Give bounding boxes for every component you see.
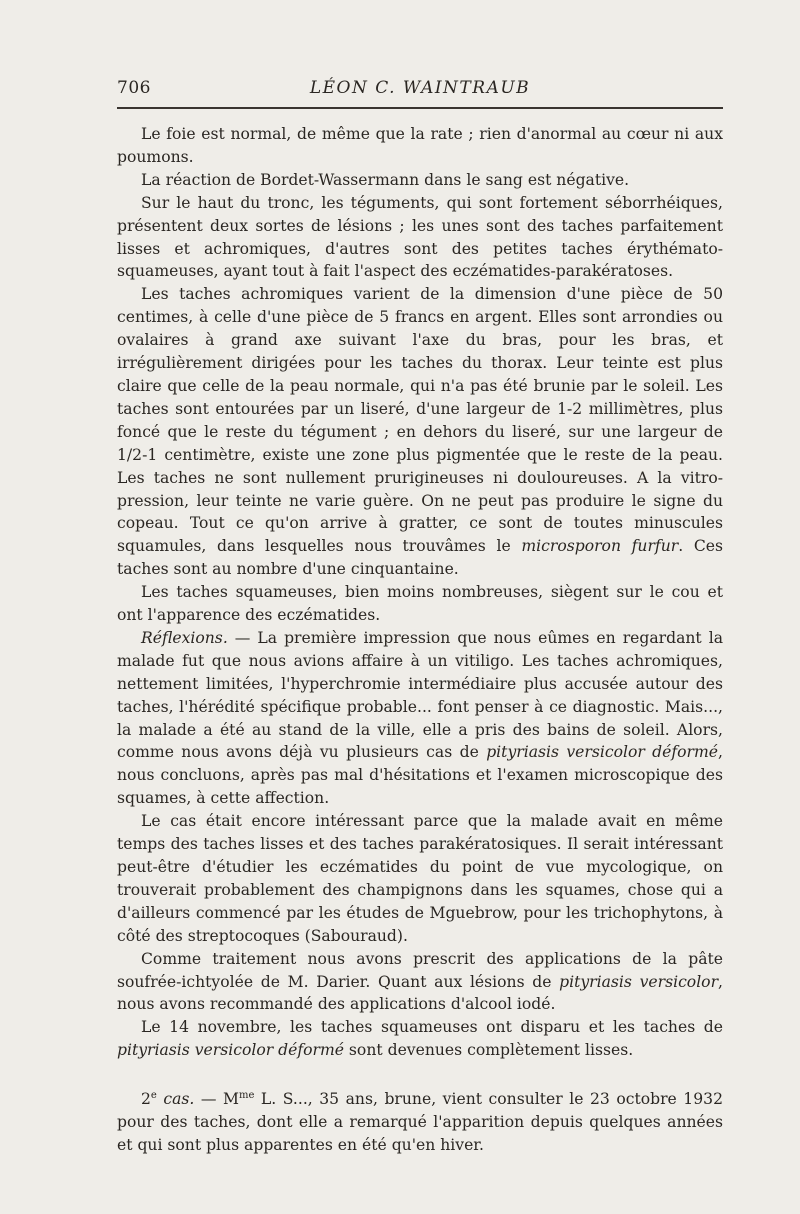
paragraph: Les taches squameuses, bien moins nombreuses, siègent sur le cou et ont l'apparence des eczématides. — [117, 583, 723, 625]
running-title: LÉON C. WAINTRAUB — [309, 78, 531, 98]
disease-name: pityriasis versicolor déformé — [486, 743, 719, 762]
paragraph: Comme traitement nous avons prescrit des applications de la pâte soufrée-ichtyolée de M. Darier. Quant aux lésions de pityriasis versicolor, nous avons recommandé des applications d'alcool iodé. — [117, 949, 723, 1014]
case-paragraph: 2e cas. — $M^{me}$ L. S..., 35 ans, brune, vient consulter le 23 octobre 1932 pour des taches, dont elle a remarqué l'apparition depuis quelques années et qui sont plus apparentes en été qu'en hiver. — [117, 1089, 723, 1154]
paragraph: Sur le haut du tronc, les téguments, qui sont fortement séborrhéiques, présentent deux sortes de lésions ; les unes sont des taches parfaitement lisses et achromiques, d'autres sont des petites taches érythémato-squameuses, ayant tout à fait l'aspect des eczématides-parakératoses. — [117, 193, 723, 281]
paragraph: Le foie est normal, de même que la rate ; rien d'anormal au cœur ni aux poumons. — [117, 125, 723, 166]
page-number: 706 — [117, 78, 151, 98]
body-text — [117, 123, 723, 1157]
paragraph: Le 14 novembre, les taches squameuses ont disparu et les taches de pityriasis versicolor déformé sont devenues complètement lisses. — [117, 1018, 723, 1060]
header-rule — [117, 107, 723, 109]
section-label: Réflexions. — [141, 628, 228, 647]
case-label: cas. — [163, 1090, 195, 1109]
paragraph: La réaction de Bordet-Wassermann dans le sang est négative. — [141, 170, 630, 189]
case-number: 2 — [141, 1090, 151, 1109]
disease-name: pityriasis versicolor — [559, 972, 719, 991]
disease-name: pityriasis versicolor déformé — [117, 1041, 344, 1060]
species-name: microsporon furfur — [521, 537, 679, 556]
paragraph: Le cas était encore intéressant parce que la malade avait en même temps des taches lisses et des taches parakératosiques. Il serait intéressant peut-être d'étudier les eczématides du point de vue mycologique, on trouverait probablement des champignons dans les squames, chose qui a d'ailleurs commencé par les études de Mguebrow, pour les trichophytons, à côté des streptocoques (Sabouraud). — [117, 812, 723, 945]
paragraph: Réflexions. — La première impression que nous eûmes en regardant la malade fut que nous avions affaire à un vitiligo. Les taches achromiques, nettement limitées, l'hyperchromie intermédiaire plus accusée autour des taches, l'hérédité spécifique probable... font penser à ce diagnostic. Mais..., la malade a été au stand de la ville, elle a pris des bains de soleil. Alors, comme nous avons déjà vu plusieurs cas de pityriasis versicolor déformé, nous concluons, après pas mal d'hésitations et l'examen microscopique des squames, à cette affection. — [117, 628, 723, 808]
paragraph: Les taches achromiques varient de la dimension d'une pièce de 50 centimes, à celle d'une pièce de 5 francs en argent. Elles sont arrondies ou ovalaires à grand axe suivant l'axe du bras, pour les bras, et irrégulièrement dirigées pour les taches du thorax. Leur teinte est plus claire que celle de la peau normale, qui n'a pas été brunie par le soleil. Les taches sont entourées par un liseré, d'une largeur de 1-2 millimètres, plus foncé que le reste du tégument ; en dehors du liseré, sur une largeur de 1/2-1 centimètre, existe une zone plus pigmentée que le reste de la peau. Les taches ne sont nullement prurigineuses ni douloureuses. A la vitro-pression, leur teinte ne varie guère. On ne peut pas produire le signe du copeau. Tout ce qu'on arrive à gratter, ce sont de toutes minuscules squamules, dans lesquelles nous trouvâmes le microsporon furfur. Ces taches sont au nombre d'une cinquantaine. — [117, 285, 723, 579]
